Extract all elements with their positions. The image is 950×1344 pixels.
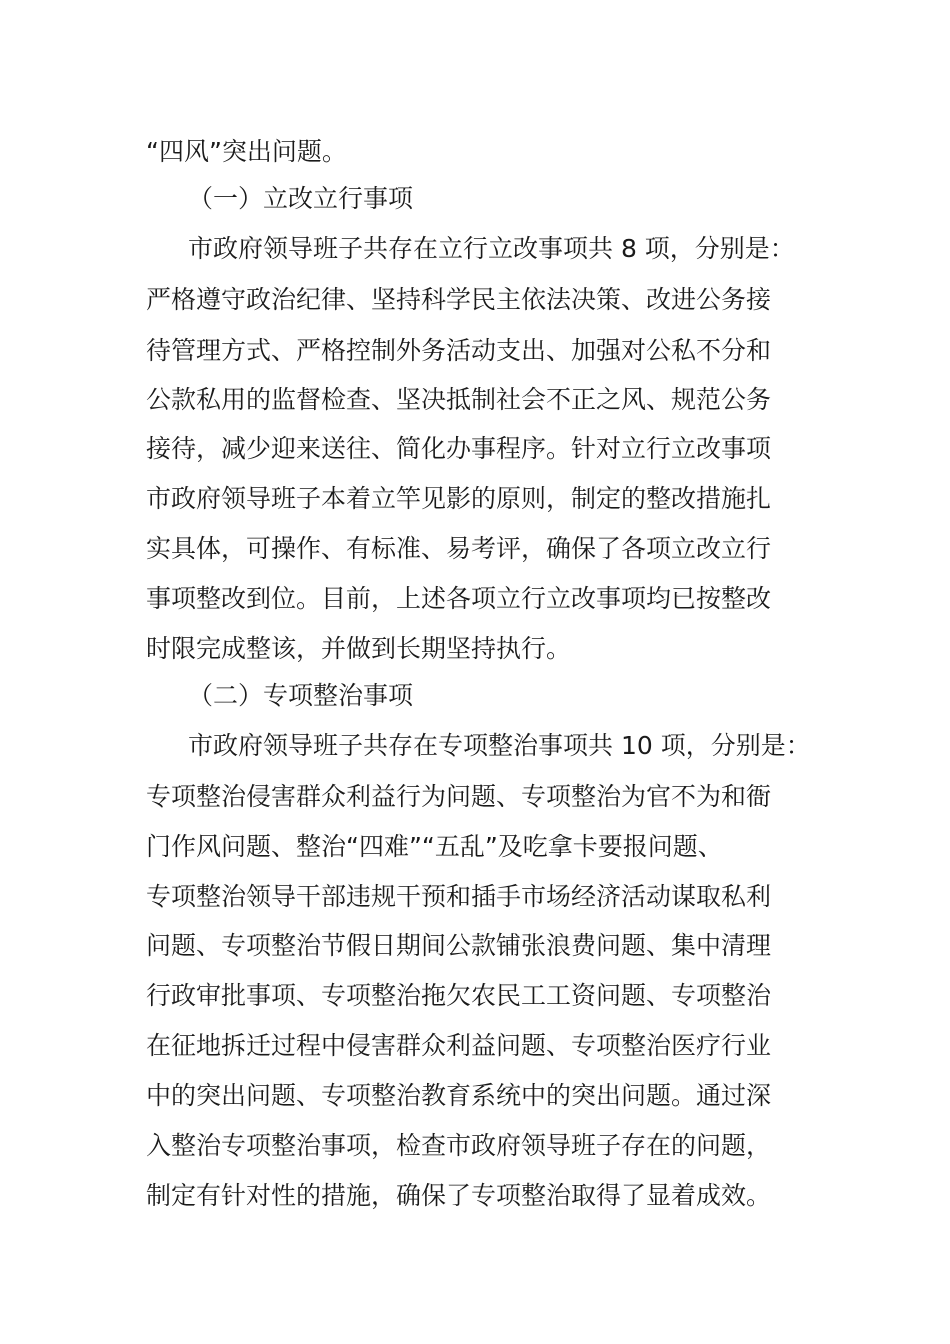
- text-line: 接待，减少迎来送往、简化办事程序。针对立行立改事项: [146, 434, 772, 463]
- text-line: 在征地拆迁过程中侵害群众利益问题、专项整治医疗行业: [146, 1031, 772, 1060]
- text-line: 入整治专项整治事项，检查市政府领导班子存在的问题，: [146, 1131, 772, 1160]
- text-line: 中的突出问题、专项整治教育系统中的突出问题。通过深: [146, 1081, 772, 1110]
- text-line: 专项整治领导干部违规干预和插手市场经济活动谋取私利: [146, 882, 772, 911]
- section-heading: （一）立改立行事项: [188, 184, 414, 213]
- text-line: 事项整改到位。目前，上述各项立行立改事项均已按整改: [146, 584, 772, 613]
- text-line: 专项整治侵害群众利益行为问题、专项整治为官不为和衙: [146, 782, 772, 811]
- section-heading: （二）专项整治事项: [188, 681, 414, 710]
- text-line: 公款私用的监督检查、坚决抵制社会不正之风、规范公务: [146, 385, 772, 414]
- text-line: 待管理方式、严格控制外务活动支出、加强对公私不分和: [146, 336, 772, 365]
- text-line: “四风”突出问题。: [146, 137, 347, 166]
- text-line: 行政审批事项、专项整治拖欠农民工工资问题、专项整治: [146, 981, 772, 1010]
- text-line: 市政府领导班子共存在专项整治事项共 10 项，分别是：: [188, 731, 811, 760]
- text-line: 时限完成整该，并做到长期坚持执行。: [146, 634, 572, 663]
- text-line: 严格遵守政治纪律、坚持科学民主依法决策、改进公务接: [146, 285, 772, 314]
- text-line: 门作风问题、整治“四难”“五乱”及吃拿卡要报问题、: [146, 832, 723, 861]
- text-line: 市政府领导班子共存在立行立改事项共 8 项，分别是：: [188, 234, 795, 263]
- text-line: 制定有针对性的措施，确保了专项整治取得了显着成效。: [146, 1181, 772, 1210]
- text-line: 问题、专项整治节假日期间公款铺张浪费问题、集中清理: [146, 931, 772, 960]
- text-line: 市政府领导班子本着立竿见影的原则，制定的整改措施扎: [146, 484, 772, 513]
- text-line: 实具体，可操作、有标准、易考评，确保了各项立改立行: [146, 534, 772, 563]
